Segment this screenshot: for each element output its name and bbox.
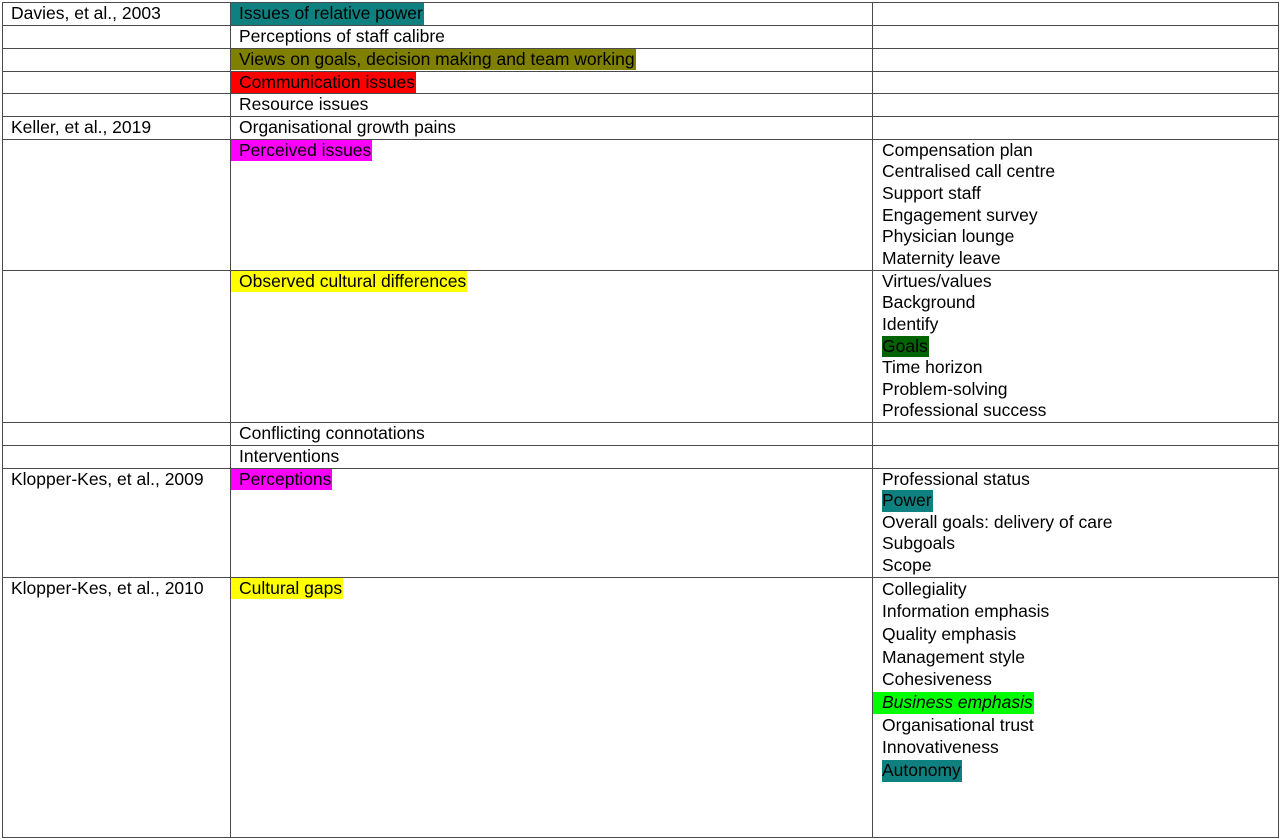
study-cell — [3, 117, 231, 140]
theme-cell — [231, 577, 873, 837]
table-row — [3, 445, 1279, 468]
theme-label: Perceptions of staff calibre — [239, 26, 445, 46]
theme-cell — [231, 48, 873, 71]
subtheme-label: Innovativeness — [882, 737, 999, 758]
subtheme-cell — [873, 3, 1279, 26]
theme-label: Cultural gaps — [231, 578, 343, 600]
theme-label: Observed cultural differences — [231, 271, 467, 293]
subtheme-label: Goals — [882, 335, 928, 356]
subtheme-label: Virtues/values — [882, 270, 992, 291]
subtheme-item — [882, 205, 1278, 227]
theme-cell — [231, 3, 873, 26]
themes-table — [2, 2, 1279, 838]
theme-label: Interventions — [239, 445, 340, 466]
theme-label: Issues of relative power — [231, 3, 424, 25]
subtheme-cell — [873, 468, 1279, 577]
study-cell — [3, 48, 231, 71]
theme-label: Perceptions — [231, 469, 332, 491]
subtheme-label: Information emphasis — [882, 601, 1050, 622]
subtheme-label: Quality emphasis — [882, 623, 1017, 644]
subtheme-item — [882, 357, 1278, 379]
table-row — [3, 94, 1279, 117]
theme-label: Communication issues — [231, 72, 416, 94]
study-label: Keller, et al., 2019 — [11, 117, 152, 138]
study-label: Davies, et al., 2003 — [11, 3, 161, 23]
study-cell — [3, 3, 231, 26]
subtheme-label: Autonomy — [882, 760, 961, 781]
subtheme-cell — [873, 117, 1279, 140]
table-row — [3, 26, 1279, 49]
study-cell — [3, 94, 231, 117]
theme-cell — [231, 468, 873, 577]
subtheme-item — [882, 759, 1278, 782]
theme-label: Perceived issues — [231, 140, 372, 162]
study-cell — [3, 577, 231, 837]
table-row — [3, 48, 1279, 71]
study-cell — [3, 71, 231, 94]
subtheme-label: Scope — [882, 554, 932, 575]
subtheme-label: Professional success — [882, 400, 1047, 421]
subtheme-label: Maternity leave — [882, 247, 1001, 268]
subtheme-item — [882, 292, 1278, 314]
subtheme-item — [882, 736, 1278, 759]
subtheme-label: Identify — [882, 313, 939, 334]
theme-cell — [231, 270, 873, 422]
subtheme-item — [882, 140, 1278, 162]
subtheme-item — [882, 490, 1278, 512]
table-row — [3, 139, 1279, 270]
theme-cell — [231, 117, 873, 140]
subtheme-item — [882, 271, 1278, 293]
subtheme-item — [882, 555, 1278, 577]
study-label: Klopper-Kes, et al., 2009 — [11, 468, 204, 489]
subtheme-cell — [873, 445, 1279, 468]
subtheme-item — [882, 578, 1278, 601]
subtheme-item — [882, 469, 1278, 491]
subtheme-cell — [873, 26, 1279, 49]
subtheme-label: Collegiality — [882, 578, 967, 599]
theme-label: Conflicting connotations — [239, 422, 425, 443]
subtheme-item — [882, 714, 1278, 737]
subtheme-label: Overall goals: delivery of care — [882, 511, 1113, 532]
study-cell — [3, 139, 231, 270]
subtheme-item — [882, 400, 1278, 422]
subtheme-label: Cohesiveness — [882, 669, 992, 690]
study-cell — [3, 445, 231, 468]
subtheme-label: Compensation plan — [882, 139, 1033, 160]
study-cell — [3, 468, 231, 577]
theme-cell — [231, 26, 873, 49]
subtheme-item — [882, 668, 1278, 691]
subtheme-label: Support staff — [882, 182, 981, 203]
subtheme-label: Engagement survey — [882, 204, 1038, 225]
table-row — [3, 71, 1279, 94]
table-row — [3, 117, 1279, 140]
study-cell — [3, 422, 231, 445]
subtheme-item — [882, 183, 1278, 205]
subtheme-item — [882, 646, 1278, 669]
subtheme-item — [882, 314, 1278, 336]
theme-cell — [231, 422, 873, 445]
table-row — [3, 422, 1279, 445]
subtheme-item — [882, 512, 1278, 534]
subtheme-cell — [873, 48, 1279, 71]
theme-cell — [231, 139, 873, 270]
subtheme-cell — [873, 422, 1279, 445]
table-row — [3, 270, 1279, 422]
subtheme-item — [882, 226, 1278, 248]
subtheme-label: Business emphasis — [873, 692, 1034, 714]
subtheme-item — [882, 248, 1278, 270]
study-label: Klopper-Kes, et al., 2010 — [11, 577, 204, 598]
study-cell — [3, 270, 231, 422]
theme-label: Organisational growth pains — [239, 117, 456, 138]
theme-label: Views on goals, decision making and team working — [231, 49, 636, 71]
subtheme-cell — [873, 577, 1279, 837]
subtheme-label: Time horizon — [882, 357, 983, 378]
subtheme-label: Organisational trust — [882, 714, 1034, 735]
subtheme-item — [882, 161, 1278, 183]
subtheme-item — [882, 623, 1278, 646]
subtheme-item — [882, 533, 1278, 555]
subtheme-label: Centralised call centre — [882, 161, 1056, 182]
subtheme-label: Problem-solving — [882, 378, 1008, 399]
theme-label: Resource issues — [239, 94, 369, 115]
subtheme-item — [882, 336, 1278, 358]
subtheme-label: Subgoals — [882, 533, 955, 554]
subtheme-cell — [873, 71, 1279, 94]
subtheme-label: Management style — [882, 646, 1025, 667]
table-row — [3, 468, 1279, 577]
subtheme-label: Physician lounge — [882, 226, 1015, 247]
subtheme-item — [882, 600, 1278, 623]
study-cell — [3, 26, 231, 49]
subtheme-label: Power — [882, 490, 932, 511]
subtheme-item — [882, 379, 1278, 401]
themes-table-body — [3, 3, 1279, 838]
theme-cell — [231, 445, 873, 468]
subtheme-cell — [873, 139, 1279, 270]
theme-cell — [231, 71, 873, 94]
table-row — [3, 577, 1279, 837]
subtheme-cell — [873, 94, 1279, 117]
table-row — [3, 3, 1279, 26]
subtheme-label: Background — [882, 292, 976, 313]
subtheme-item — [882, 691, 1278, 714]
subtheme-cell — [873, 270, 1279, 422]
subtheme-label: Professional status — [882, 468, 1030, 489]
theme-cell — [231, 94, 873, 117]
